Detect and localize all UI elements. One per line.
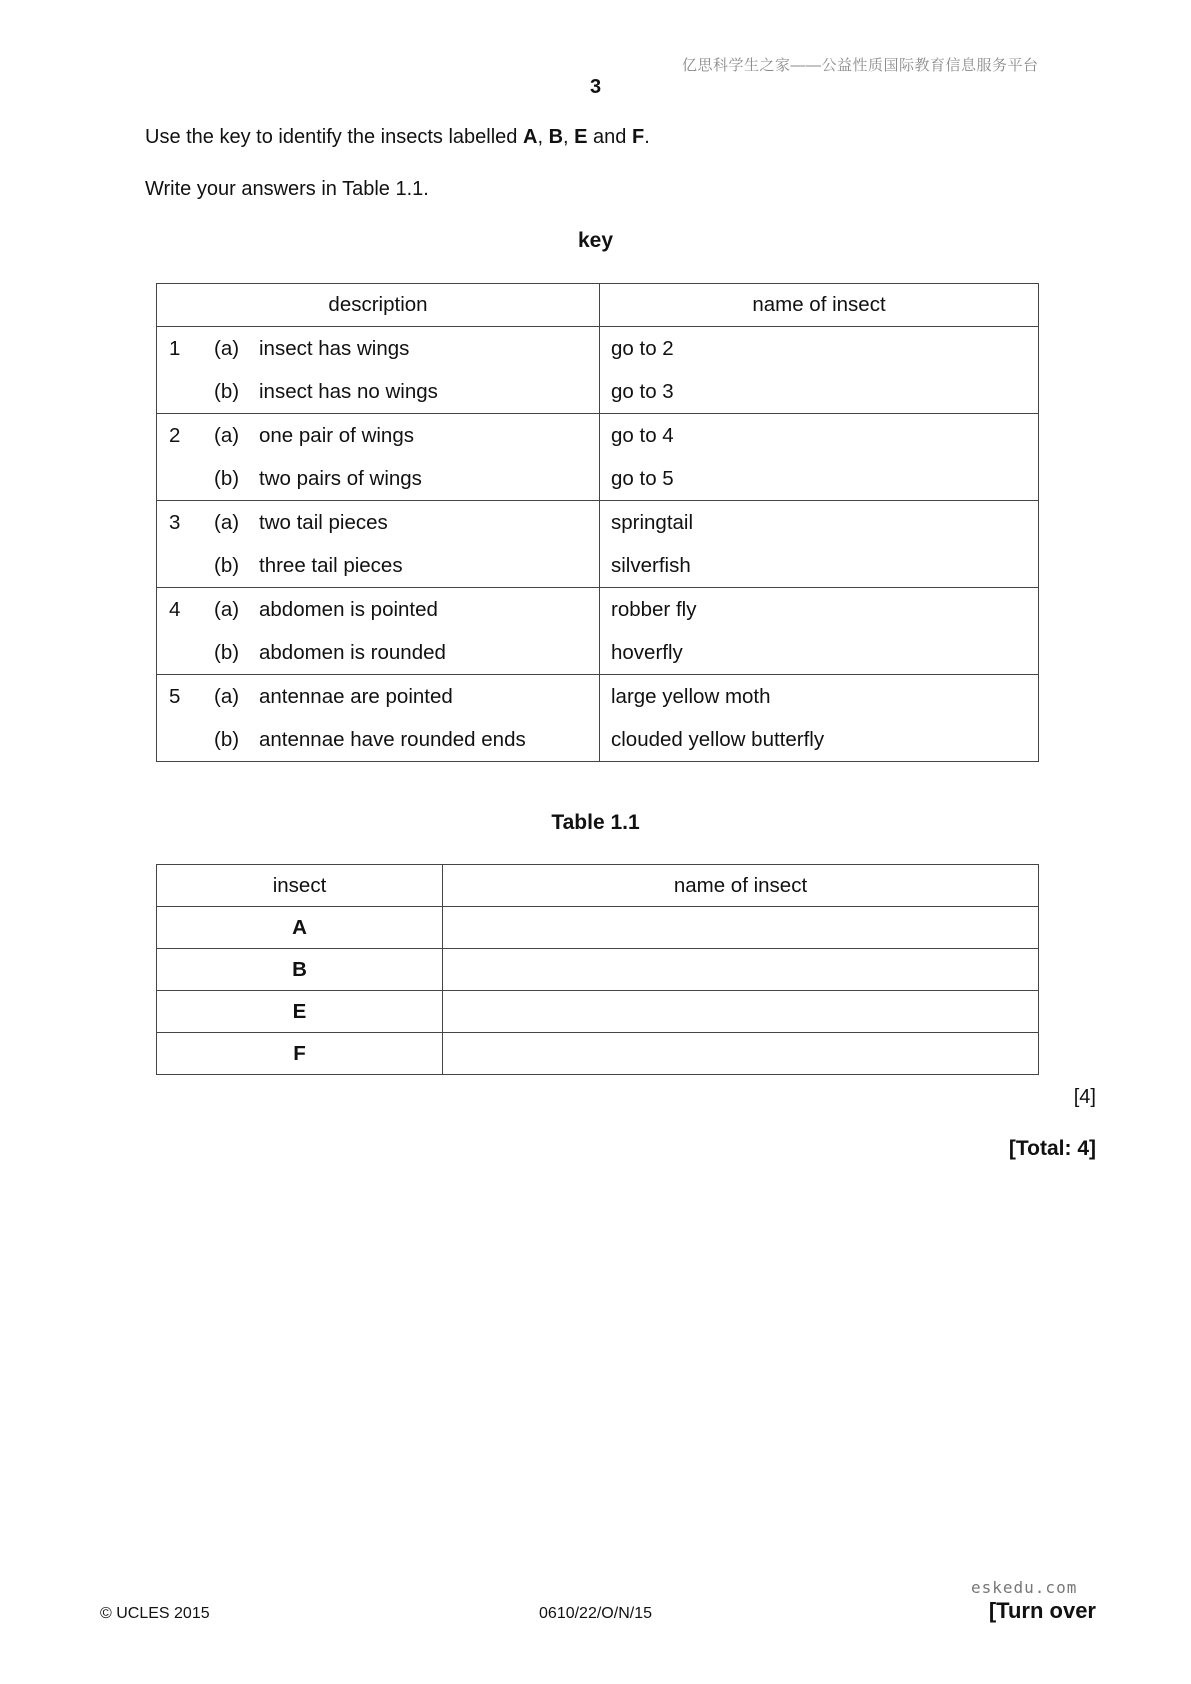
key-step-spacer — [157, 370, 214, 413]
answer-name-field[interactable] — [443, 1033, 1039, 1075]
answer-row — [157, 949, 1039, 991]
watermark-header: 亿思科学生之家——公益性质国际教育信息服务平台 — [682, 57, 1039, 74]
separator: and — [587, 126, 632, 148]
key-option-text: antennae have rounded ends — [259, 728, 526, 751]
key-name-cell — [600, 327, 1039, 414]
label-f: F — [631, 126, 645, 148]
copyright: © UCLES 2015 — [100, 1605, 210, 1622]
key-step-spacer — [157, 631, 214, 674]
key-option-label: (b) — [214, 641, 240, 664]
total-marks: [Total: 4] — [1008, 1137, 1096, 1160]
key-result: silverfish — [611, 554, 691, 577]
key-table — [156, 283, 1039, 762]
key-name-cell — [600, 414, 1039, 501]
key-result: go to 2 — [611, 337, 674, 360]
key-option-label: (a) — [214, 511, 240, 534]
key-row — [157, 327, 1039, 414]
key-option-text: one pair of wings — [259, 424, 414, 447]
answer-row — [157, 991, 1039, 1033]
key-line-b — [157, 457, 599, 500]
key-col-description: description — [157, 284, 600, 327]
key-option-text: abdomen is pointed — [259, 598, 438, 621]
key-line-b — [157, 544, 599, 587]
key-option-text: abdomen is rounded — [259, 641, 446, 664]
key-step-number: 2 — [169, 424, 181, 447]
answer-insect-label: F — [157, 1033, 443, 1075]
key-step-number: 4 — [169, 598, 181, 621]
key-description-cell — [157, 675, 600, 762]
page-number: 3 — [589, 76, 602, 98]
key-title: key — [577, 229, 614, 252]
key-result: go to 5 — [611, 467, 674, 490]
key-option-text: insect has no wings — [259, 380, 438, 403]
answer-insect-label: A — [157, 907, 443, 949]
key-col-name: name of insect — [600, 284, 1039, 327]
answer-row — [157, 1033, 1039, 1075]
separator: , — [563, 126, 575, 148]
answer-col-name: name of insect — [443, 865, 1039, 907]
turn-over: [Turn over — [988, 1598, 1096, 1623]
key-option-text: insect has wings — [259, 337, 410, 360]
key-row — [157, 588, 1039, 675]
answer-name-field[interactable] — [443, 949, 1039, 991]
key-result: large yellow moth — [611, 685, 771, 708]
label-b: B — [548, 126, 564, 148]
key-line-b — [157, 718, 599, 761]
key-result: hoverfly — [611, 641, 683, 664]
answer-insect-label: B — [157, 949, 443, 991]
key-step-spacer — [157, 544, 214, 587]
key-option-text: antennae are pointed — [259, 685, 453, 708]
key-description-cell — [157, 327, 600, 414]
watermark-footer: eskedu.com — [971, 1578, 1078, 1597]
key-line-a — [157, 414, 599, 457]
key-step-spacer — [157, 718, 214, 761]
label-a: A — [523, 126, 538, 148]
key-result: robber fly — [611, 598, 697, 621]
answer-insect-label: E — [157, 991, 443, 1033]
key-option-text: two pairs of wings — [259, 467, 422, 490]
answer-name-field[interactable] — [443, 991, 1039, 1033]
key-name-cell — [600, 588, 1039, 675]
key-line-a — [157, 588, 599, 631]
key-option-label: (a) — [214, 337, 240, 360]
key-option-label: (b) — [214, 728, 240, 751]
key-step-number: 3 — [169, 511, 181, 534]
answer-name-field[interactable] — [443, 907, 1039, 949]
key-option-label: (b) — [214, 554, 240, 577]
instruction-text: Use the key to identify the insects labelled — [145, 126, 523, 148]
key-description-cell — [157, 501, 600, 588]
key-row — [157, 414, 1039, 501]
key-option-label: (b) — [214, 467, 240, 490]
key-step-number: 5 — [169, 685, 181, 708]
key-result: springtail — [611, 511, 694, 534]
key-description-cell — [157, 588, 600, 675]
key-option-label: (a) — [214, 685, 240, 708]
answer-header-row — [157, 865, 1039, 907]
key-option-text: two tail pieces — [259, 511, 388, 534]
key-line-a — [157, 327, 599, 370]
label-e: E — [574, 126, 588, 148]
key-row — [157, 501, 1039, 588]
key-result: clouded yellow butterfly — [611, 728, 825, 751]
key-result: go to 3 — [611, 380, 674, 403]
marks: [4] — [1073, 1086, 1096, 1108]
key-line-a — [157, 675, 599, 718]
key-option-label: (a) — [214, 424, 240, 447]
answer-table — [156, 864, 1039, 1075]
key-row — [157, 675, 1039, 762]
paper-code: 0610/22/O/N/15 — [539, 1605, 652, 1622]
key-name-cell — [600, 675, 1039, 762]
separator: , — [537, 126, 549, 148]
key-header-row — [157, 284, 1039, 327]
key-step-number: 1 — [169, 337, 181, 360]
instruction-write-answers: Write your answers in Table 1.1. — [145, 178, 429, 200]
key-option-label: (b) — [214, 380, 240, 403]
key-result: go to 4 — [611, 424, 674, 447]
instruction-identify — [145, 126, 650, 149]
key-description-cell — [157, 414, 600, 501]
key-line-b — [157, 631, 599, 674]
key-option-text: three tail pieces — [259, 554, 403, 577]
answer-row — [157, 907, 1039, 949]
key-name-cell — [600, 501, 1039, 588]
table-1-1-title: Table 1.1 — [551, 811, 640, 834]
answer-col-insect: insect — [157, 865, 443, 907]
key-option-label: (a) — [214, 598, 240, 621]
key-line-b — [157, 370, 599, 413]
period: . — [644, 126, 650, 148]
key-line-a — [157, 501, 599, 544]
key-step-spacer — [157, 457, 214, 500]
